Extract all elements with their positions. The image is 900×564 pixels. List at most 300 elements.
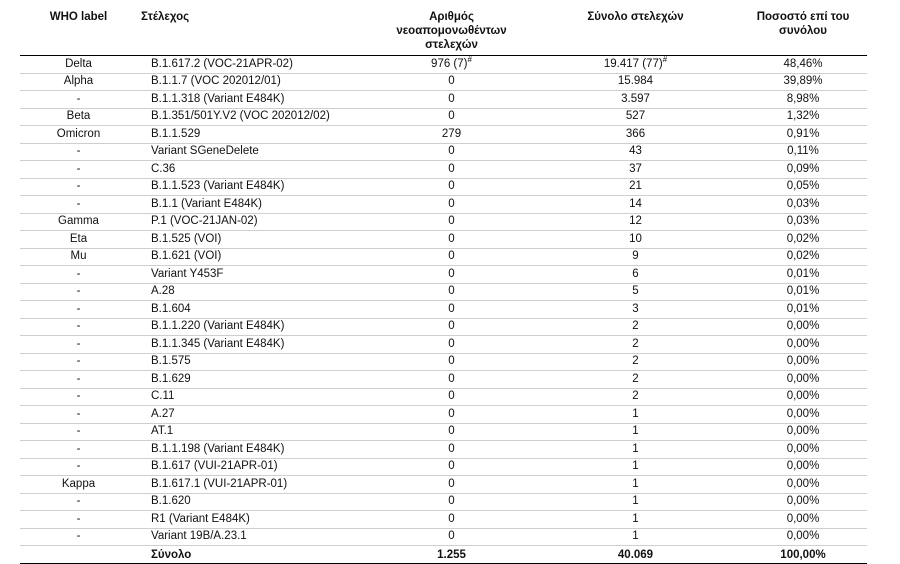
total-strains-cell [532,196,739,214]
who-label-cell-text: - [76,355,81,368]
total-strains-cell-text: 5 [632,285,639,298]
new-isolated-cell-text: 0 [448,250,455,263]
new-isolated-cell [371,388,532,406]
new-isolated-cell-text: 0 [448,320,455,333]
total-strains-cell-text: 1 [632,407,639,420]
total-strains-cell [532,353,739,371]
total-strains-cell-text: 15.984 [617,75,654,88]
strain-cell [137,476,371,494]
total-strains-cell [532,388,739,406]
strain-cell [137,91,371,109]
strain-cell-text: C.36 [151,162,176,175]
table-body [20,56,867,546]
new-isolated-cell-text: 0 [448,495,455,508]
new-isolated-cell-text: 976 (7) [431,57,468,70]
percentage-cell [739,73,867,91]
strain-cell-text: B.1.629 [151,372,191,385]
percentage-cell-text: 0,00% [786,320,820,333]
new-isolated-cell-text: 0 [448,232,455,245]
total-strains-cell [532,73,739,91]
strain-cell-text: B.1.1 (Variant E484K) [151,197,263,210]
percentage-cell [739,336,867,354]
new-isolated-cell [371,178,532,196]
new-isolated-cell-text: 0 [448,477,455,490]
new-isolated-cell [371,266,532,284]
percentage-cell-text: 0,00% [786,530,820,543]
new-isolated-cell [371,213,532,231]
total-strains-cell [532,458,739,476]
table-row [20,423,867,441]
strain-cell-text: B.1.1.198 (Variant E484K) [151,442,285,455]
percentage-cell-text: 0,00% [786,337,820,350]
new-isolated-cell-text: 0 [448,390,455,403]
percentage-cell-text: 0,02% [786,232,820,245]
percentage-cell [739,406,867,424]
total-strains-cell [532,126,739,144]
total-strains-cell [532,178,739,196]
new-isolated-cell [371,108,532,126]
new-isolated-cell [371,528,532,546]
total-row [20,546,867,564]
new-isolated-cell-text: 0 [448,145,455,158]
total-strains-cell-text: 366 [625,127,646,140]
percentage-cell [739,213,867,231]
percentage-cell-text: 39,89% [783,75,823,88]
who-label-cell-text: - [76,495,81,508]
total-strains-cell-text: 1 [632,477,639,490]
new-isolated-cell [371,91,532,109]
who-label-cell-text: - [76,267,81,280]
total-strains-cell-text: 2 [632,355,639,368]
strain-cell-text: B.1.604 [151,302,191,315]
percentage-cell [739,511,867,529]
total-strains-cell-text: 2 [632,320,639,333]
who-label-cell [20,143,137,161]
table-row [20,283,867,301]
header-total-strains: Σύνολο στελεχών [532,8,739,56]
who-label-cell-text: - [76,302,81,315]
who-label-cell [20,56,137,74]
percentage-cell [739,248,867,266]
who-label-cell-text: - [76,162,81,175]
header-who-label: WHO label [20,8,137,56]
who-label-cell [20,371,137,389]
table-row [20,511,867,529]
who-label-cell [20,388,137,406]
who-label-cell [20,231,137,249]
table-row [20,126,867,144]
percentage-cell [739,423,867,441]
header-row [20,8,867,56]
strain-cell-text: B.1.525 (VOI) [151,232,222,245]
new-isolated-cell [371,423,532,441]
table-row [20,213,867,231]
strain-cell [137,441,371,459]
who-label-cell-text: - [76,145,81,158]
total-strains-cell [532,108,739,126]
strain-cell [137,196,371,214]
total-strains-cell-text: 1 [632,512,639,525]
new-isolated-cell-text: 0 [448,267,455,280]
strain-cell-text: B.1.617.1 (VUI-21APR-01) [151,477,288,490]
new-isolated-cell-text: 0 [448,425,455,438]
percentage-cell-text: 8,98% [786,92,820,105]
who-label-cell [20,441,137,459]
who-label-cell-text: - [76,460,81,473]
total-strains-cell-text: 2 [632,390,639,403]
new-isolated-cell [371,161,532,179]
total-strains-cell-text: 1 [632,495,639,508]
strain-cell [137,336,371,354]
strain-cell [137,73,371,91]
strain-cell [137,423,371,441]
percentage-cell [739,231,867,249]
who-label-cell-text: Eta [69,232,88,245]
who-label-cell [20,511,137,529]
strain-cell [137,406,371,424]
strain-cell [137,388,371,406]
percentage-cell [739,371,867,389]
percentage-cell-text: 0,00% [786,407,820,420]
percentage-cell [739,143,867,161]
who-label-cell-text: - [76,407,81,420]
total-strains-cell [532,91,739,109]
strain-cell [137,248,371,266]
percentage-cell [739,528,867,546]
who-label-cell-text: - [76,512,81,525]
percentage-cell [739,301,867,319]
new-isolated-cell-text: 0 [448,92,455,105]
new-isolated-cell-text: 0 [448,110,455,123]
who-label-cell [20,108,137,126]
who-label-cell [20,336,137,354]
new-isolated-cell [371,371,532,389]
total-strains-cell [532,493,739,511]
strain-cell-text: B.1.1.345 (Variant E484K) [151,337,285,350]
who-label-cell-text: Kappa [61,477,96,490]
total-strains-cell [532,143,739,161]
table-row [20,196,867,214]
strain-cell [137,353,371,371]
strain-cell-text: B.1.575 [151,355,191,368]
table-row [20,476,867,494]
new-isolated-cell [371,336,532,354]
new-isolated-cell [371,301,532,319]
total-strains-cell [532,248,739,266]
percentage-cell-text: 0,00% [786,495,820,508]
total-strains-cell [532,511,739,529]
who-label-cell-text: - [76,372,81,385]
strain-cell [137,371,371,389]
total-strains-cell-text: 1 [632,425,639,438]
total-percentage: 100,00% [739,546,867,564]
strain-cell-text: B.1.620 [151,495,191,508]
percentage-cell-text: 0,00% [786,460,820,473]
strain-cell [137,301,371,319]
new-isolated-cell [371,406,532,424]
percentage-cell [739,441,867,459]
strain-cell-text: R1 (Variant E484K) [151,512,250,525]
percentage-cell [739,353,867,371]
percentage-cell-text: 0,00% [786,477,820,490]
strain-cell-text: B.1.351/501Y.V2 (VOC 202012/02) [151,110,330,123]
total-strains-cell-text: 19.417 (77) [603,57,663,70]
total-strains-cell [532,423,739,441]
who-label-cell-text: - [76,180,81,193]
new-isolated-cell [371,493,532,511]
who-label-cell-text: - [76,285,81,298]
who-label-cell-text: Beta [66,110,91,123]
table-row [20,143,867,161]
table-footer [20,546,867,564]
percentage-cell [739,476,867,494]
total-strains-cell-text: 10 [629,232,642,245]
header-new-isolated: Αριθμός νεοαπομονωθέντων στελεχών [371,8,532,56]
strain-cell-text: B.1.1.523 (Variant E484K) [151,180,285,193]
table-row [20,388,867,406]
strain-cell [137,108,371,126]
total-strains-cell-text: 1 [632,460,639,473]
new-isolated-cell [371,511,532,529]
strain-cell [137,528,371,546]
strain-cell [137,283,371,301]
new-isolated-cell [371,353,532,371]
percentage-cell-text: 0,01% [786,302,820,315]
percentage-cell [739,56,867,74]
who-label-cell [20,178,137,196]
percentage-cell [739,161,867,179]
total-strains-cell [532,213,739,231]
percentage-cell-text: 0,01% [786,267,820,280]
new-isolated-cell [371,73,532,91]
new-isolated-cell [371,196,532,214]
percentage-cell-text: 0,09% [786,162,820,175]
percentage-cell-text: 1,32% [786,110,820,123]
table-row [20,353,867,371]
strain-cell [137,511,371,529]
strain-cell-text: C.11 [151,390,175,403]
table-row [20,231,867,249]
table-row [20,528,867,546]
total-strains-cell [532,476,739,494]
percentage-cell [739,126,867,144]
footnote-marker: # [662,54,668,64]
percentage-cell-text: 0,00% [786,425,820,438]
who-label-cell [20,406,137,424]
who-label-cell [20,196,137,214]
total-strains-cell-text: 43 [629,145,642,158]
new-isolated-cell [371,231,532,249]
new-isolated-cell [371,476,532,494]
new-isolated-cell-text: 0 [448,180,455,193]
who-label-cell [20,266,137,284]
strain-cell-text: P.1 (VOC-21JAN-02) [151,215,258,228]
table-header [20,8,867,56]
table-row [20,248,867,266]
total-strains-cell [532,371,739,389]
who-label-cell-text: Alpha [63,75,94,88]
total-strains-cell [532,266,739,284]
header-percentage: Ποσοστό επί του συνόλου [739,8,867,56]
total-strains-cell [532,441,739,459]
who-label-cell [20,126,137,144]
total-strains-cell [532,406,739,424]
percentage-cell [739,196,867,214]
new-isolated-cell-text: 0 [448,460,455,473]
total-new: 1.255 [371,546,532,564]
who-label-cell-text: Mu [70,250,87,263]
new-isolated-cell [371,126,532,144]
strain-cell-text: B.1.1.318 (Variant E484K) [151,92,285,105]
who-label-cell-text: - [76,530,81,543]
percentage-cell-text: 0,00% [786,442,820,455]
strain-cell [137,178,371,196]
percentage-cell [739,458,867,476]
table-row [20,73,867,91]
who-label-cell [20,73,137,91]
who-label-cell-text: - [76,442,81,455]
strain-cell [137,126,371,144]
who-label-cell-text: Omicron [56,127,101,140]
percentage-cell-text: 0,11% [787,145,819,158]
strain-cell-text: B.1.1.529 [151,127,201,140]
total-strains-cell [532,231,739,249]
strain-cell [137,231,371,249]
percentage-cell-text: 0,00% [786,355,820,368]
table-row [20,336,867,354]
strain-cell [137,56,371,74]
who-label-cell-text: - [76,320,81,333]
strain-cell-text: B.1.617 (VUI-21APR-01) [151,460,278,473]
percentage-cell-text: 0,00% [786,512,820,525]
total-strains-cell-text: 37 [629,162,642,175]
new-isolated-cell [371,143,532,161]
who-label-cell-text: - [76,92,81,105]
total-strains-cell [532,528,739,546]
who-label-cell [20,493,137,511]
percentage-cell-text: 0,05% [786,180,820,193]
who-label-cell [20,476,137,494]
strain-cell-text: B.1.1.7 (VOC 202012/01) [151,75,281,88]
who-label-cell [20,458,137,476]
new-isolated-cell [371,318,532,336]
table-row [20,91,867,109]
total-strains-cell-text: 2 [632,337,639,350]
total-strains-cell-text: 9 [632,250,639,263]
strain-cell-text: Variant SGeneDelete [151,145,259,158]
strain-cell-text: AT.1 [151,425,174,438]
percentage-cell [739,178,867,196]
who-label-cell-text: - [76,337,81,350]
strain-cell-text: B.1.621 (VOI) [151,250,222,263]
new-isolated-cell-text: 0 [448,512,455,525]
who-label-cell [20,301,137,319]
percentage-cell [739,283,867,301]
strain-cell [137,213,371,231]
percentage-cell [739,266,867,284]
table-row [20,458,867,476]
strain-cell-text: B.1.617.2 (VOC-21APR-02) [151,57,293,70]
total-who [20,546,137,564]
table-row [20,266,867,284]
table-row [20,301,867,319]
percentage-cell-text: 0,00% [786,372,820,385]
percentage-cell-text: 0,00% [786,390,820,403]
table-row [20,56,867,74]
who-label-cell [20,423,137,441]
total-label: Σύνολο [137,546,371,564]
table-row [20,441,867,459]
percentage-cell [739,388,867,406]
total-strains-cell-text: 1 [632,442,639,455]
total-strains-cell-text: 12 [629,215,642,228]
who-label-cell-text: Gamma [58,215,99,228]
table-row [20,161,867,179]
who-label-cell-text: - [76,390,81,403]
total-strains-cell [532,56,739,74]
new-isolated-cell [371,283,532,301]
strain-cell [137,161,371,179]
percentage-cell-text: 0,02% [786,250,820,263]
footnote-marker: # [467,54,472,64]
new-isolated-cell-text: 0 [448,355,455,368]
total-strains-cell-text: 14 [629,197,642,210]
who-label-cell-text: - [76,425,81,438]
total-strains-cell-text: 527 [625,110,646,123]
who-label-cell [20,161,137,179]
total-strains-cell-text: 1 [632,530,639,543]
new-isolated-cell [371,441,532,459]
table-row [20,371,867,389]
who-label-cell-text: Delta [65,57,92,70]
new-isolated-cell-text: 0 [448,197,455,210]
strain-cell [137,143,371,161]
total-strains-cell-text: 3 [632,302,639,315]
new-isolated-cell-text: 0 [448,442,455,455]
strain-cell-text: Variant Y453F [151,267,224,280]
strain-cell-text: A.27 [151,407,175,420]
percentage-cell-text: 0,01% [786,285,820,298]
total-strains-cell [532,318,739,336]
who-label-cell [20,528,137,546]
new-isolated-cell-text: 0 [448,337,455,350]
new-isolated-cell-text: 0 [448,407,455,420]
new-isolated-cell [371,56,532,74]
who-label-cell-text: - [76,197,81,210]
who-label-cell [20,213,137,231]
percentage-cell-text: 0,03% [786,215,820,228]
variants-table [20,8,867,564]
strain-cell [137,318,371,336]
new-isolated-cell-text: 0 [448,75,455,88]
new-isolated-cell-text: 0 [448,530,455,543]
who-label-cell [20,283,137,301]
who-label-cell [20,353,137,371]
total-strains-cell [532,336,739,354]
total-strains: 40.069 [532,546,739,564]
new-isolated-cell-text: 0 [448,302,455,315]
percentage-cell-text: 0,91% [786,127,820,140]
percentage-cell [739,493,867,511]
table-row [20,493,867,511]
percentage-cell-text: 0,03% [786,197,820,210]
total-strains-cell [532,283,739,301]
total-strains-cell-text: 3.597 [621,92,650,105]
new-isolated-cell-text: 0 [448,215,455,228]
table-row [20,178,867,196]
total-strains-cell [532,161,739,179]
new-isolated-cell [371,458,532,476]
